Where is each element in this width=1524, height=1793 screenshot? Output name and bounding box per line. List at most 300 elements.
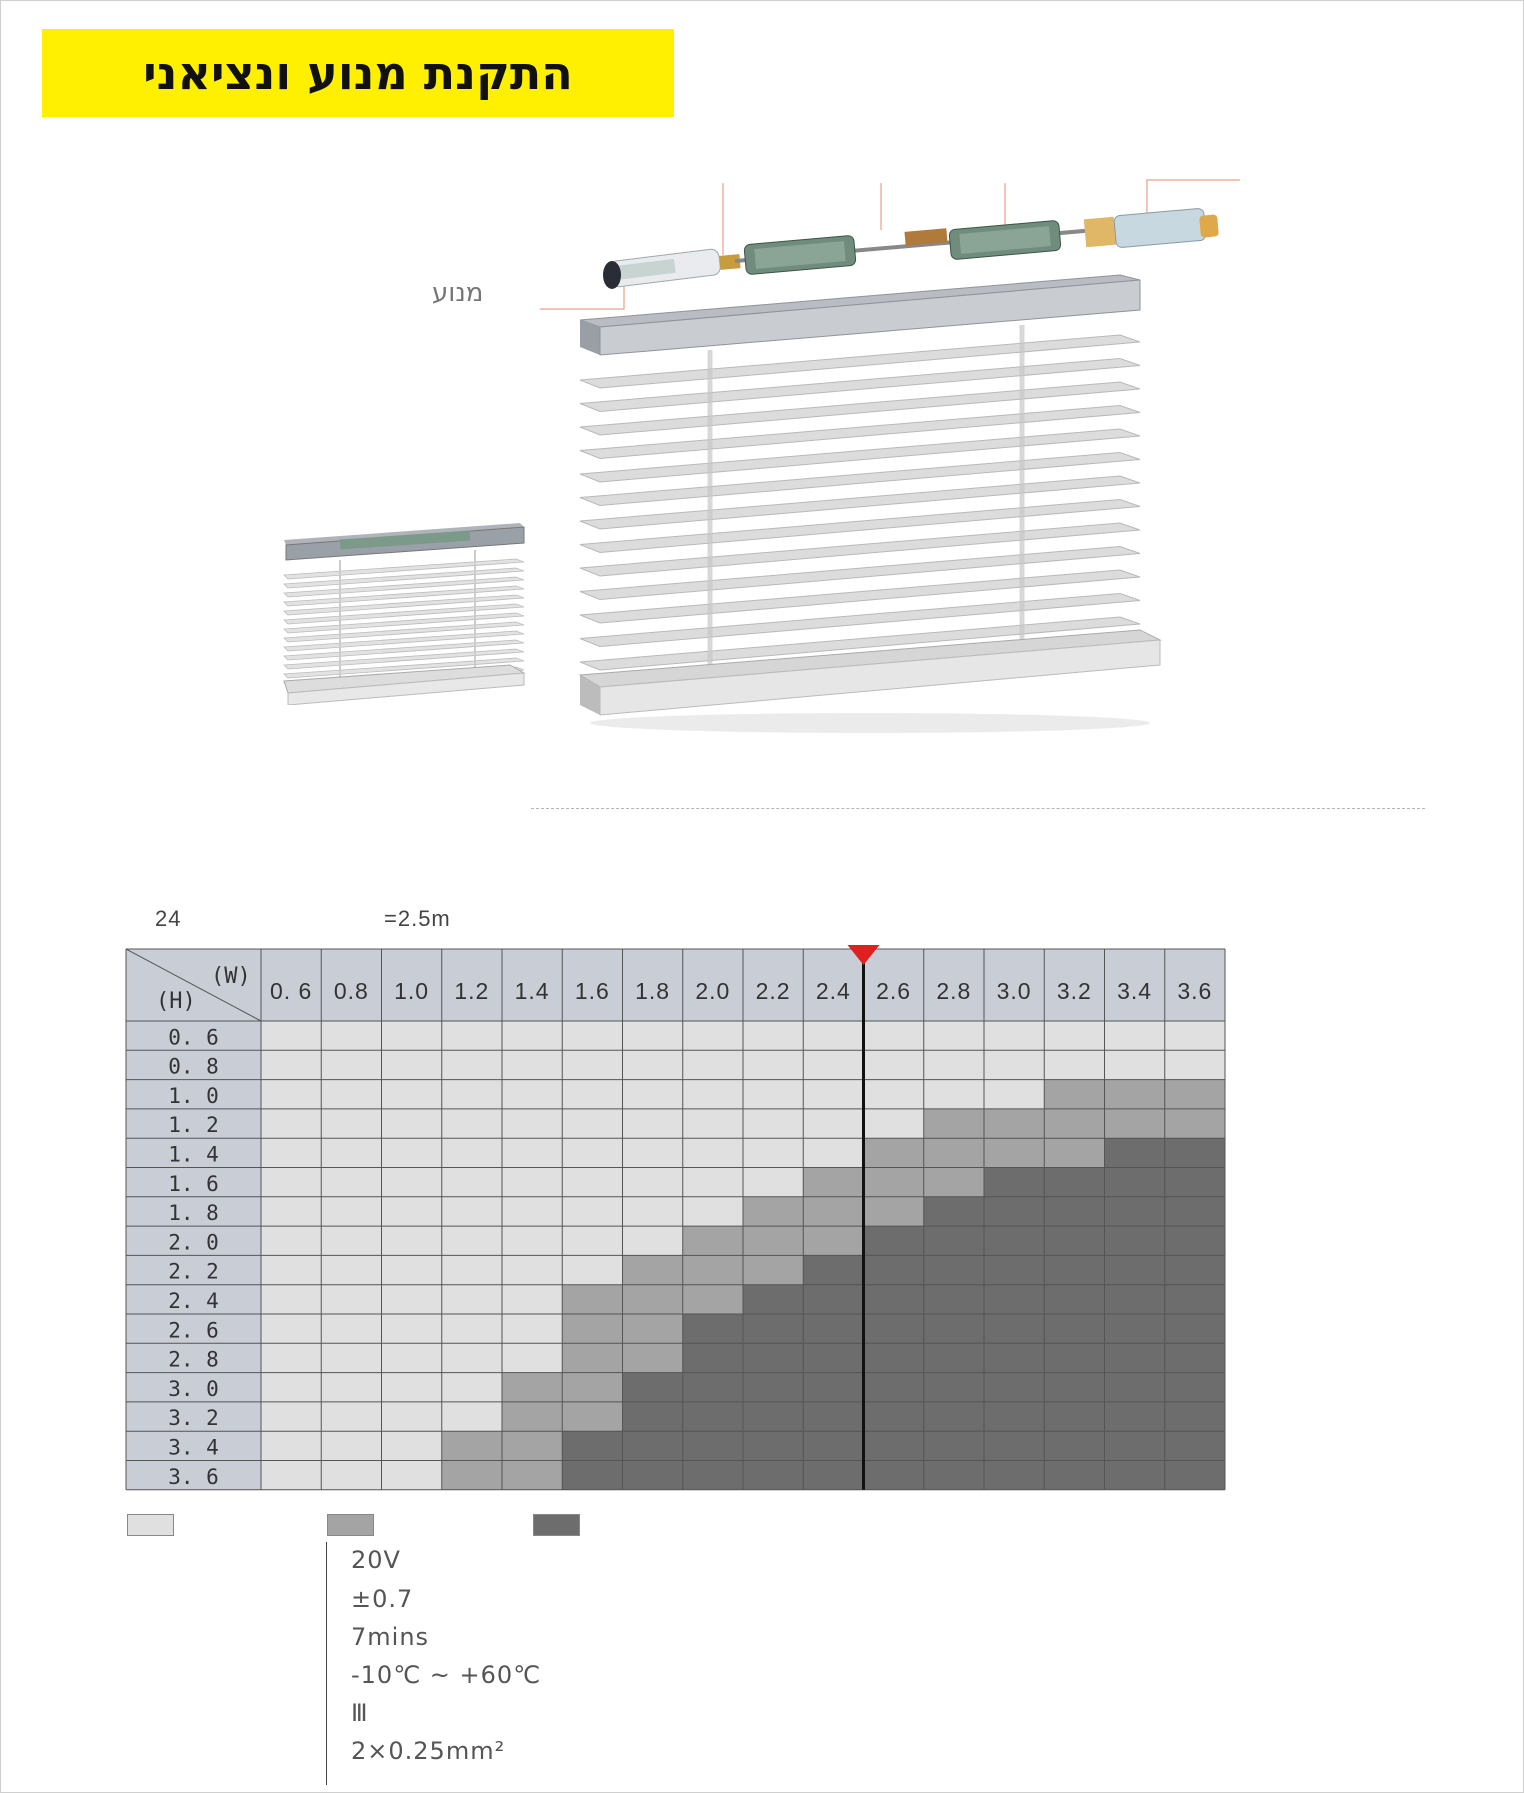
- table-cell: [924, 1255, 984, 1284]
- table-cell: [1105, 1343, 1165, 1372]
- table-cell: [924, 1197, 984, 1226]
- table-cell: [321, 1021, 381, 1050]
- width-header-label: 1.8: [635, 978, 671, 1004]
- table-cell: [924, 1080, 984, 1109]
- table-cell: [803, 1314, 863, 1343]
- table-cell: [803, 1197, 863, 1226]
- table-cell: [321, 1285, 381, 1314]
- table-cell: [984, 1197, 1044, 1226]
- table-cell: [623, 1080, 683, 1109]
- table-cell: [1044, 1168, 1104, 1197]
- table-cell: [924, 1343, 984, 1372]
- height-header-label: 1. 8: [168, 1201, 219, 1226]
- width-header-label: 2.8: [936, 978, 972, 1004]
- table-cell: [1044, 1314, 1104, 1343]
- table-cell: [924, 1461, 984, 1490]
- table-cell: [261, 1080, 321, 1109]
- table-cell: [321, 1109, 381, 1138]
- table-cell: [1105, 1197, 1165, 1226]
- table-cell: [623, 1373, 683, 1402]
- table-cell: [924, 1021, 984, 1050]
- table-cell: [261, 1461, 321, 1490]
- table-cell: [984, 1255, 1044, 1284]
- table-cell: [864, 1402, 924, 1431]
- table-cell: [984, 1402, 1044, 1431]
- table-cell: [382, 1168, 442, 1197]
- table-cell: [864, 1021, 924, 1050]
- table-cell: [261, 1431, 321, 1460]
- table-cell: [984, 1314, 1044, 1343]
- table-cell: [683, 1109, 743, 1138]
- table-cell: [442, 1431, 502, 1460]
- table-cell: [1165, 1109, 1225, 1138]
- table-cell: [743, 1197, 803, 1226]
- table-cell: [623, 1255, 683, 1284]
- table-cell: [261, 1050, 321, 1079]
- table-cell: [743, 1255, 803, 1284]
- table-cell: [1105, 1050, 1165, 1079]
- table-cell: [683, 1431, 743, 1460]
- table-cell: [864, 1197, 924, 1226]
- table-cell: [1044, 1402, 1104, 1431]
- height-header-label: 3. 2: [168, 1406, 219, 1431]
- table-cell: [984, 1226, 1044, 1255]
- table-cell: [623, 1168, 683, 1197]
- table-cell: [803, 1402, 863, 1431]
- table-cell: [803, 1461, 863, 1490]
- table-cell: [984, 1461, 1044, 1490]
- height-header-label: 2. 2: [168, 1259, 219, 1284]
- table-cell: [562, 1402, 622, 1431]
- table-cell: [1044, 1226, 1104, 1255]
- table-cell: [321, 1050, 381, 1079]
- table-cell: [743, 1109, 803, 1138]
- table-cell: [1105, 1285, 1165, 1314]
- table-cell: [382, 1373, 442, 1402]
- spec-voltage: 20V: [351, 1546, 401, 1574]
- height-header-label: 0. 8: [168, 1054, 219, 1079]
- table-cell: [502, 1255, 562, 1284]
- width-header-label: 2.6: [876, 978, 912, 1004]
- table-cell: [261, 1168, 321, 1197]
- table-cell: [321, 1138, 381, 1167]
- table-cell: [743, 1138, 803, 1167]
- height-axis-label: (H): [156, 989, 196, 1014]
- table-cell: [442, 1402, 502, 1431]
- table-cell: [683, 1021, 743, 1050]
- table-cell: [321, 1168, 381, 1197]
- table-cell: [1165, 1402, 1225, 1431]
- table-cell: [683, 1255, 743, 1284]
- width-header-label: 1.0: [394, 978, 430, 1004]
- table-cell: [562, 1050, 622, 1079]
- height-header-label: 2. 4: [168, 1289, 219, 1313]
- table-cell: [623, 1285, 683, 1314]
- width-header-label: 0.8: [333, 978, 369, 1004]
- table-cell: [1165, 1255, 1225, 1284]
- table-cell: [743, 1461, 803, 1490]
- table-cell: [924, 1050, 984, 1079]
- table-cell: [803, 1255, 863, 1284]
- height-note-text: =2.5m: [384, 906, 451, 931]
- table-cell: [502, 1197, 562, 1226]
- table-cell: [743, 1431, 803, 1460]
- table-cell: [562, 1373, 622, 1402]
- table-cell: [683, 1168, 743, 1197]
- table-cell: [1165, 1197, 1225, 1226]
- table-cell: [321, 1197, 381, 1226]
- table-cell: [743, 1314, 803, 1343]
- table-cell: [1165, 1373, 1225, 1402]
- table-cell: [442, 1461, 502, 1490]
- spec-torque: ±0.7: [351, 1585, 414, 1613]
- table-cell: [623, 1431, 683, 1460]
- table-cell: [1105, 1109, 1165, 1138]
- table-cell: [1165, 1314, 1225, 1343]
- table-cell: [683, 1314, 743, 1343]
- table-cell: [924, 1285, 984, 1314]
- width-header-label: 2.2: [755, 978, 791, 1004]
- table-cell: [442, 1285, 502, 1314]
- table-cell: [864, 1080, 924, 1109]
- table-cell: [1105, 1431, 1165, 1460]
- table-cell: [382, 1050, 442, 1079]
- table-cell: [502, 1431, 562, 1460]
- table-cell: [1105, 1168, 1165, 1197]
- table-cell: [562, 1080, 622, 1109]
- table-cell: [442, 1080, 502, 1109]
- table-cell: [924, 1226, 984, 1255]
- table-cell: [683, 1402, 743, 1431]
- table-cell: [382, 1226, 442, 1255]
- table-cell: [743, 1226, 803, 1255]
- table-cell: [1165, 1461, 1225, 1490]
- width-header-label: 1.4: [514, 978, 550, 1004]
- table-cell: [562, 1226, 622, 1255]
- table-cell: [984, 1021, 1044, 1050]
- height-header-label: 3. 6: [168, 1464, 219, 1489]
- width-header-label: 2.0: [695, 978, 731, 1004]
- table-cell: [442, 1138, 502, 1167]
- table-cell: [623, 1138, 683, 1167]
- table-cell: [1165, 1168, 1225, 1197]
- table-cell: [1044, 1373, 1104, 1402]
- table-cell: [502, 1373, 562, 1402]
- table-cell: [743, 1050, 803, 1079]
- table-cell: [864, 1285, 924, 1314]
- table-cell: [1165, 1138, 1225, 1167]
- height-header-label: 1. 6: [168, 1171, 219, 1196]
- table-cell: [261, 1373, 321, 1402]
- table-cell: [502, 1050, 562, 1079]
- spec-insulation-class: Ⅲ: [351, 1699, 369, 1727]
- table-cell: [1044, 1285, 1104, 1314]
- table-cell: [1105, 1255, 1165, 1284]
- table-cell: [502, 1461, 562, 1490]
- table-cell: [743, 1168, 803, 1197]
- table-cell: [261, 1109, 321, 1138]
- table-cell: [382, 1109, 442, 1138]
- table-cell: [321, 1402, 381, 1431]
- width-header-label: 3.2: [1056, 978, 1092, 1004]
- table-cell: [984, 1080, 1044, 1109]
- table-cell: [683, 1226, 743, 1255]
- table-cell: [1105, 1226, 1165, 1255]
- table-cell: [382, 1138, 442, 1167]
- table-cell: [623, 1021, 683, 1050]
- table-cell: [1044, 1197, 1104, 1226]
- table-cell: [924, 1168, 984, 1197]
- table-cell: [321, 1373, 381, 1402]
- table-cell: [803, 1021, 863, 1050]
- table-cell: [924, 1373, 984, 1402]
- table-cell: [1165, 1080, 1225, 1109]
- table-cell: [502, 1343, 562, 1372]
- table-cell: [442, 1226, 502, 1255]
- table-cell: [984, 1285, 1044, 1314]
- width-header-label: 1.6: [574, 978, 610, 1004]
- table-cell: [803, 1226, 863, 1255]
- table-cell: [1044, 1109, 1104, 1138]
- table-cell: [623, 1402, 683, 1431]
- table-cell: [261, 1138, 321, 1167]
- height-header-label: 1. 0: [168, 1083, 219, 1108]
- table-cell: [562, 1021, 622, 1050]
- table-cell: [562, 1109, 622, 1138]
- slat-size-text: 24: [155, 906, 182, 931]
- table-cell: [683, 1373, 743, 1402]
- table-cell: [803, 1431, 863, 1460]
- table-cell: [261, 1021, 321, 1050]
- table-cell: [803, 1080, 863, 1109]
- table-cell: [1044, 1050, 1104, 1079]
- height-header-label: 2. 6: [168, 1318, 219, 1343]
- table-cell: [261, 1343, 321, 1372]
- table-cell: [984, 1431, 1044, 1460]
- table-cell: [623, 1461, 683, 1490]
- table-cell: [864, 1373, 924, 1402]
- table-cell: [502, 1021, 562, 1050]
- table-cell: [261, 1285, 321, 1314]
- table-cell: [864, 1343, 924, 1372]
- table-cell: [442, 1343, 502, 1372]
- table-cell: [502, 1402, 562, 1431]
- table-cell: [261, 1226, 321, 1255]
- table-cell: [321, 1431, 381, 1460]
- table-cell: [321, 1255, 381, 1284]
- height-header-label: 0. 6: [168, 1025, 219, 1050]
- height-header-label: 2. 8: [168, 1347, 219, 1372]
- table-cell: [562, 1461, 622, 1490]
- table-cell: [1105, 1461, 1165, 1490]
- table-cell: [442, 1373, 502, 1402]
- table-cell: [683, 1138, 743, 1167]
- table-cell: [683, 1080, 743, 1109]
- table-cell: [1105, 1314, 1165, 1343]
- table-cell: [1165, 1285, 1225, 1314]
- table-cell: [924, 1431, 984, 1460]
- table-cell: [1165, 1226, 1225, 1255]
- table-cell: [803, 1373, 863, 1402]
- page-title: התקנת מנוע ונציאני: [143, 46, 573, 100]
- width-axis-label: (W): [211, 964, 251, 989]
- table-cell: [984, 1343, 1044, 1372]
- width-header-label: 1.2: [454, 978, 490, 1004]
- table-cell: [502, 1080, 562, 1109]
- table-cell: [502, 1109, 562, 1138]
- table-cell: [321, 1461, 381, 1490]
- table-cell: [743, 1021, 803, 1050]
- table-cell: [562, 1431, 622, 1460]
- table-cell: [382, 1285, 442, 1314]
- table-cell: [1105, 1080, 1165, 1109]
- table-cell: [382, 1197, 442, 1226]
- table-cell: [562, 1168, 622, 1197]
- table-cell: [623, 1226, 683, 1255]
- table-cell: [864, 1050, 924, 1079]
- table-cell: [562, 1138, 622, 1167]
- table-cell: [382, 1255, 442, 1284]
- table-cell: [382, 1431, 442, 1460]
- table-cell: [382, 1461, 442, 1490]
- spec-divider: [326, 1542, 327, 1785]
- table-cell: [803, 1343, 863, 1372]
- table-cell: [743, 1373, 803, 1402]
- table-cell: [382, 1402, 442, 1431]
- height-header-label: 1. 2: [168, 1113, 219, 1138]
- table-cell: [442, 1197, 502, 1226]
- table-cell: [743, 1285, 803, 1314]
- table-cell: [984, 1050, 1044, 1079]
- table-cell: [382, 1314, 442, 1343]
- height-header-label: 1. 4: [168, 1142, 219, 1167]
- table-cell: [623, 1109, 683, 1138]
- table-cell: [623, 1314, 683, 1343]
- table-cell: [743, 1080, 803, 1109]
- legend-swatch-medium: [327, 1514, 374, 1536]
- width-header-label: 0. 6: [269, 978, 313, 1004]
- table-cell: [984, 1138, 1044, 1167]
- table-cell: [864, 1138, 924, 1167]
- table-cell: [1105, 1021, 1165, 1050]
- table-cell: [321, 1080, 381, 1109]
- table-cell: [623, 1197, 683, 1226]
- table-cell: [803, 1138, 863, 1167]
- table-cell: [1044, 1461, 1104, 1490]
- table-cell: [1044, 1080, 1104, 1109]
- spec-temperature: -10℃ ~ +60℃: [351, 1661, 542, 1689]
- table-cell: [683, 1343, 743, 1372]
- table-cell: [321, 1226, 381, 1255]
- table-cell: [683, 1197, 743, 1226]
- table-cell: [502, 1138, 562, 1167]
- table-cell: [803, 1168, 863, 1197]
- table-cell: [984, 1109, 1044, 1138]
- table-cell: [1105, 1402, 1165, 1431]
- table-cell: [502, 1314, 562, 1343]
- table-cell: [864, 1168, 924, 1197]
- table-cell: [1165, 1021, 1225, 1050]
- table-cell: [382, 1021, 442, 1050]
- table-cell: [864, 1226, 924, 1255]
- table-cell: [261, 1197, 321, 1226]
- table-cell: [803, 1285, 863, 1314]
- table-cell: [924, 1138, 984, 1167]
- table-cell: [442, 1168, 502, 1197]
- table-cell: [382, 1343, 442, 1372]
- table-cell: [864, 1314, 924, 1343]
- table-cell: [261, 1255, 321, 1284]
- table-cell: [562, 1285, 622, 1314]
- table-cell: [1105, 1138, 1165, 1167]
- table-cell: [321, 1314, 381, 1343]
- table-cell: [1165, 1050, 1225, 1079]
- width-header-label: 3.6: [1177, 978, 1213, 1004]
- table-cell: [743, 1343, 803, 1372]
- table-cell: [743, 1402, 803, 1431]
- table-cell: [1165, 1343, 1225, 1372]
- table-cell: [562, 1343, 622, 1372]
- table-cell: [382, 1080, 442, 1109]
- legend-swatch-dark: [533, 1514, 580, 1536]
- height-header-label: 3. 0: [168, 1376, 219, 1401]
- table-cell: [562, 1314, 622, 1343]
- table-cell: [502, 1168, 562, 1197]
- table-cell: [803, 1050, 863, 1079]
- width-header-label: 3.0: [996, 978, 1032, 1004]
- table-cell: [321, 1343, 381, 1372]
- table-cell: [924, 1109, 984, 1138]
- table-cell: [623, 1343, 683, 1372]
- table-cell: [683, 1050, 743, 1079]
- table-cell: [442, 1109, 502, 1138]
- table-cell: [261, 1314, 321, 1343]
- table-cell: [1044, 1343, 1104, 1372]
- table-cell: [683, 1285, 743, 1314]
- width-header-label: 3.4: [1117, 978, 1153, 1004]
- table-cell: [864, 1461, 924, 1490]
- table-cell: [803, 1109, 863, 1138]
- table-cell: [562, 1255, 622, 1284]
- table-cell: [984, 1373, 1044, 1402]
- table-cell: [442, 1021, 502, 1050]
- table-cell: [864, 1431, 924, 1460]
- table-cell: [562, 1197, 622, 1226]
- table-cell: [502, 1285, 562, 1314]
- table-cell: [502, 1226, 562, 1255]
- table-cell: [1044, 1021, 1104, 1050]
- table-cell: [623, 1050, 683, 1079]
- table-cell: [984, 1168, 1044, 1197]
- table-cell: [1165, 1431, 1225, 1460]
- table-cell: [442, 1314, 502, 1343]
- width-header-label: 2.4: [815, 978, 851, 1004]
- table-cell: [924, 1314, 984, 1343]
- table-cell: [1044, 1138, 1104, 1167]
- table-cell: [924, 1402, 984, 1431]
- spec-duty-time: 7mins: [351, 1623, 430, 1651]
- table-cell: [261, 1402, 321, 1431]
- height-header-label: 2. 0: [168, 1230, 219, 1255]
- table-cell: [864, 1255, 924, 1284]
- legend-swatch-light: [127, 1514, 174, 1536]
- table-cell: [1044, 1431, 1104, 1460]
- spec-cable: 2×0.25mm²: [351, 1737, 506, 1765]
- height-header-label: 3. 4: [168, 1435, 219, 1460]
- table-cell: [442, 1255, 502, 1284]
- table-cell: [1044, 1255, 1104, 1284]
- table-cell: [683, 1461, 743, 1490]
